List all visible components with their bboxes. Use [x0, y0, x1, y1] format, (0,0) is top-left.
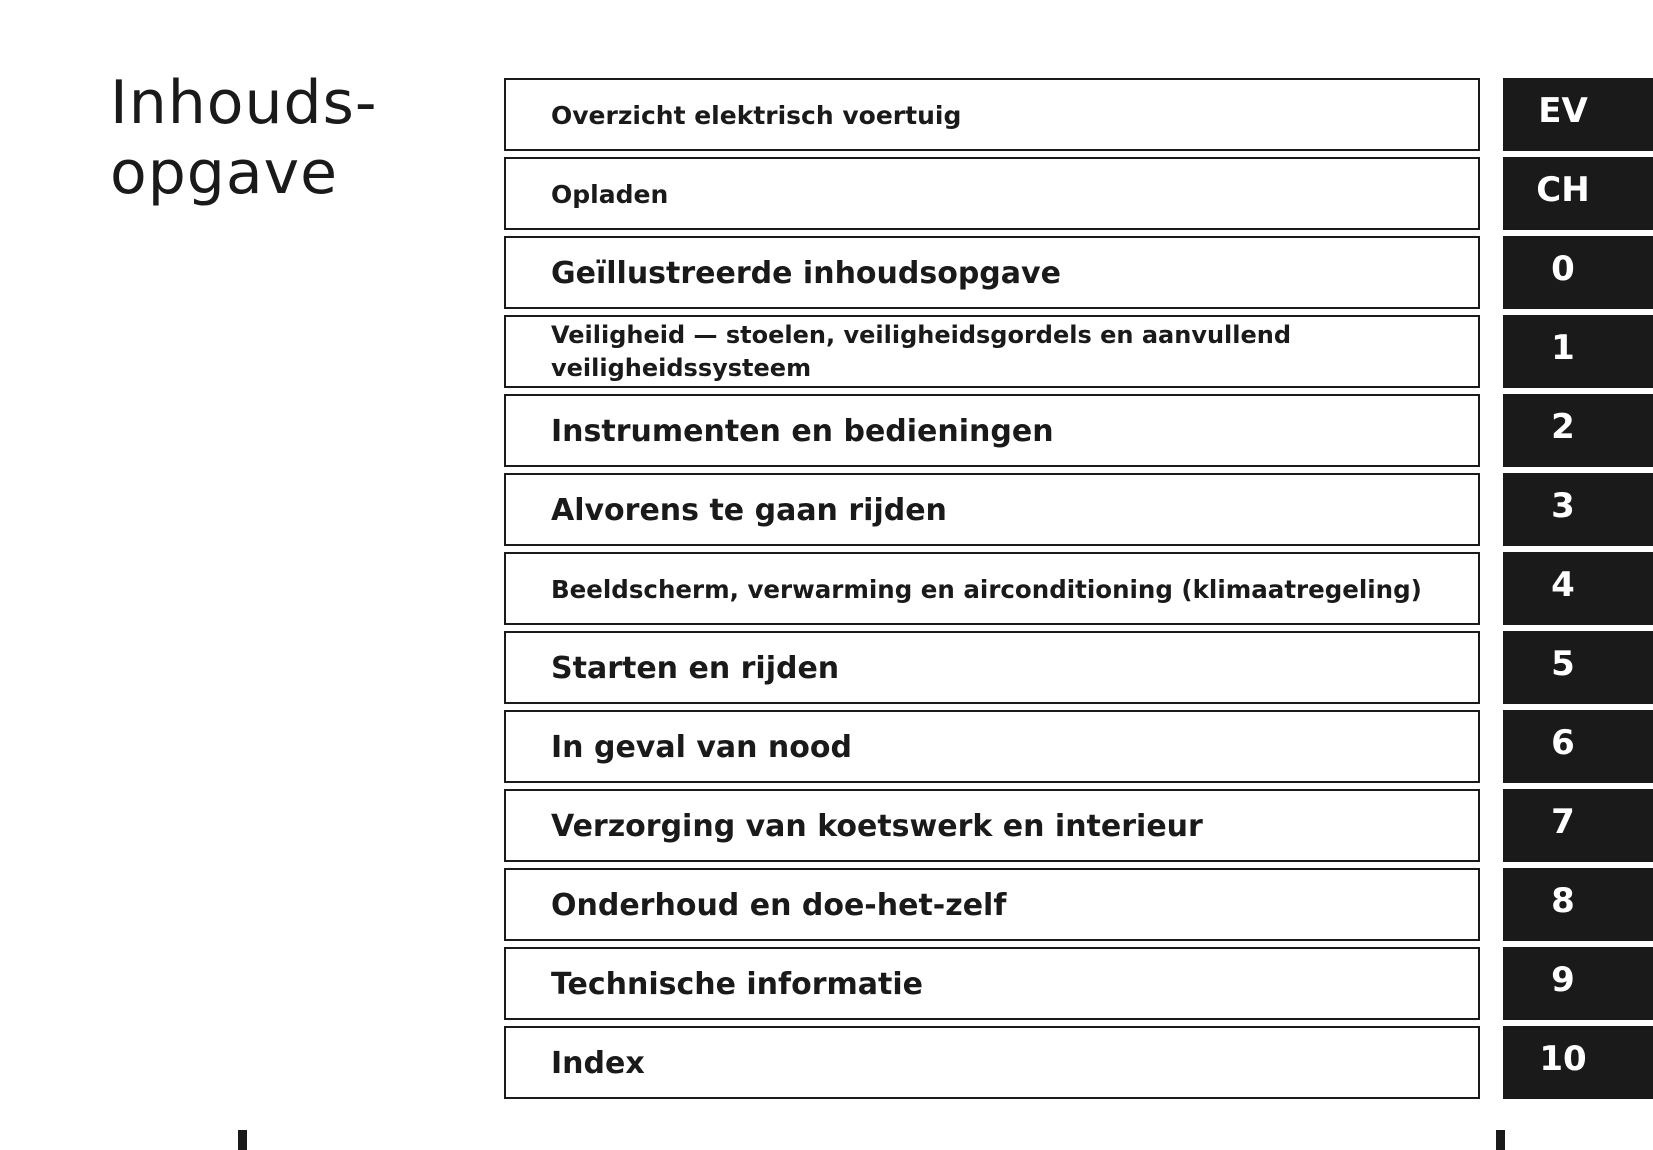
section-tab-label: 5	[1551, 644, 1575, 684]
page-title-line-1: Inhouds-	[110, 68, 378, 138]
section-tab-label: 7	[1551, 802, 1575, 842]
toc-entry-label: Geïllustreerde inhoudsopgave	[551, 256, 1061, 292]
crop-mark-left	[238, 1130, 247, 1150]
toc-entry-label: Veiligheid — stoelen, veiligheidsgordels en aanvullend veiligheidssysteem	[551, 320, 1292, 382]
section-tab-6[interactable]	[1503, 710, 1653, 783]
section-tab-label: 8	[1551, 881, 1575, 921]
toc-entry-label: Onderhoud en doe-het-zelf	[551, 888, 1007, 924]
toc-entry-ev	[504, 78, 1653, 151]
table-of-contents	[504, 78, 1653, 1105]
toc-entry-3	[504, 473, 1653, 546]
section-tab-5[interactable]	[1503, 631, 1653, 704]
page-title	[110, 68, 377, 208]
toc-entry-label: Instrumenten en bedieningen	[551, 414, 1054, 450]
toc-entry-label: Beeldscherm, verwarming en airconditioning (klimaatregeling)	[551, 575, 1422, 605]
toc-entry-2	[504, 394, 1653, 467]
toc-entry-label: Opladen	[551, 180, 669, 210]
section-tab-label: 4	[1551, 565, 1575, 605]
section-tab-label: 1	[1551, 328, 1575, 368]
section-tab-4[interactable]	[1503, 552, 1653, 625]
toc-entry-9	[504, 947, 1653, 1020]
toc-entry-label: In geval van nood	[551, 730, 852, 766]
section-tab-label: 0	[1551, 249, 1575, 289]
section-tab-ev[interactable]	[1503, 78, 1653, 151]
section-tab-label: 10	[1539, 1039, 1587, 1079]
crop-mark-right	[1496, 1130, 1505, 1150]
toc-entry-4	[504, 552, 1653, 625]
toc-entry-label: Technische informatie	[551, 967, 923, 1003]
toc-link-1[interactable]	[504, 315, 1480, 388]
toc-entry-5	[504, 631, 1653, 704]
toc-link-2[interactable]	[504, 394, 1480, 467]
toc-entry-label: Overzicht elektrisch voertuig	[551, 101, 962, 131]
section-tab-10[interactable]	[1503, 1026, 1653, 1099]
toc-entry-label: Index	[551, 1046, 645, 1082]
section-tab-label: EV	[1538, 91, 1588, 131]
toc-entry-6	[504, 710, 1653, 783]
toc-link-ch[interactable]	[504, 157, 1480, 230]
section-tab-label: 6	[1551, 723, 1575, 763]
toc-link-3[interactable]	[504, 473, 1480, 546]
page-title-line-2: opgave	[110, 138, 339, 208]
toc-entry-1	[504, 315, 1653, 388]
section-tab-label: CH	[1536, 170, 1590, 210]
section-tab-ch[interactable]	[1503, 157, 1653, 230]
toc-link-0[interactable]	[504, 236, 1480, 309]
toc-link-4[interactable]	[504, 552, 1480, 625]
toc-entry-label: Alvorens te gaan rijden	[551, 493, 947, 529]
toc-entry-label: Starten en rijden	[551, 651, 840, 687]
toc-link-5[interactable]	[504, 631, 1480, 704]
toc-link-7[interactable]	[504, 789, 1480, 862]
toc-link-9[interactable]	[504, 947, 1480, 1020]
toc-entry-ch	[504, 157, 1653, 230]
toc-link-ev[interactable]	[504, 78, 1480, 151]
toc-link-6[interactable]	[504, 710, 1480, 783]
toc-entry-0	[504, 236, 1653, 309]
section-tab-label: 3	[1551, 486, 1575, 526]
toc-link-10[interactable]	[504, 1026, 1480, 1099]
section-tab-8[interactable]	[1503, 868, 1653, 941]
toc-entry-8	[504, 868, 1653, 941]
section-tab-1[interactable]	[1503, 315, 1653, 388]
section-tab-9[interactable]	[1503, 947, 1653, 1020]
toc-link-8[interactable]	[504, 868, 1480, 941]
section-tab-7[interactable]	[1503, 789, 1653, 862]
section-tab-2[interactable]	[1503, 394, 1653, 467]
section-tab-3[interactable]	[1503, 473, 1653, 546]
toc-entry-10	[504, 1026, 1653, 1099]
section-tab-label: 9	[1551, 960, 1575, 1000]
section-tab-0[interactable]	[1503, 236, 1653, 309]
section-tab-label: 2	[1551, 407, 1575, 447]
toc-entry-label: Verzorging van koetswerk en interieur	[551, 809, 1203, 845]
toc-entry-7	[504, 789, 1653, 862]
